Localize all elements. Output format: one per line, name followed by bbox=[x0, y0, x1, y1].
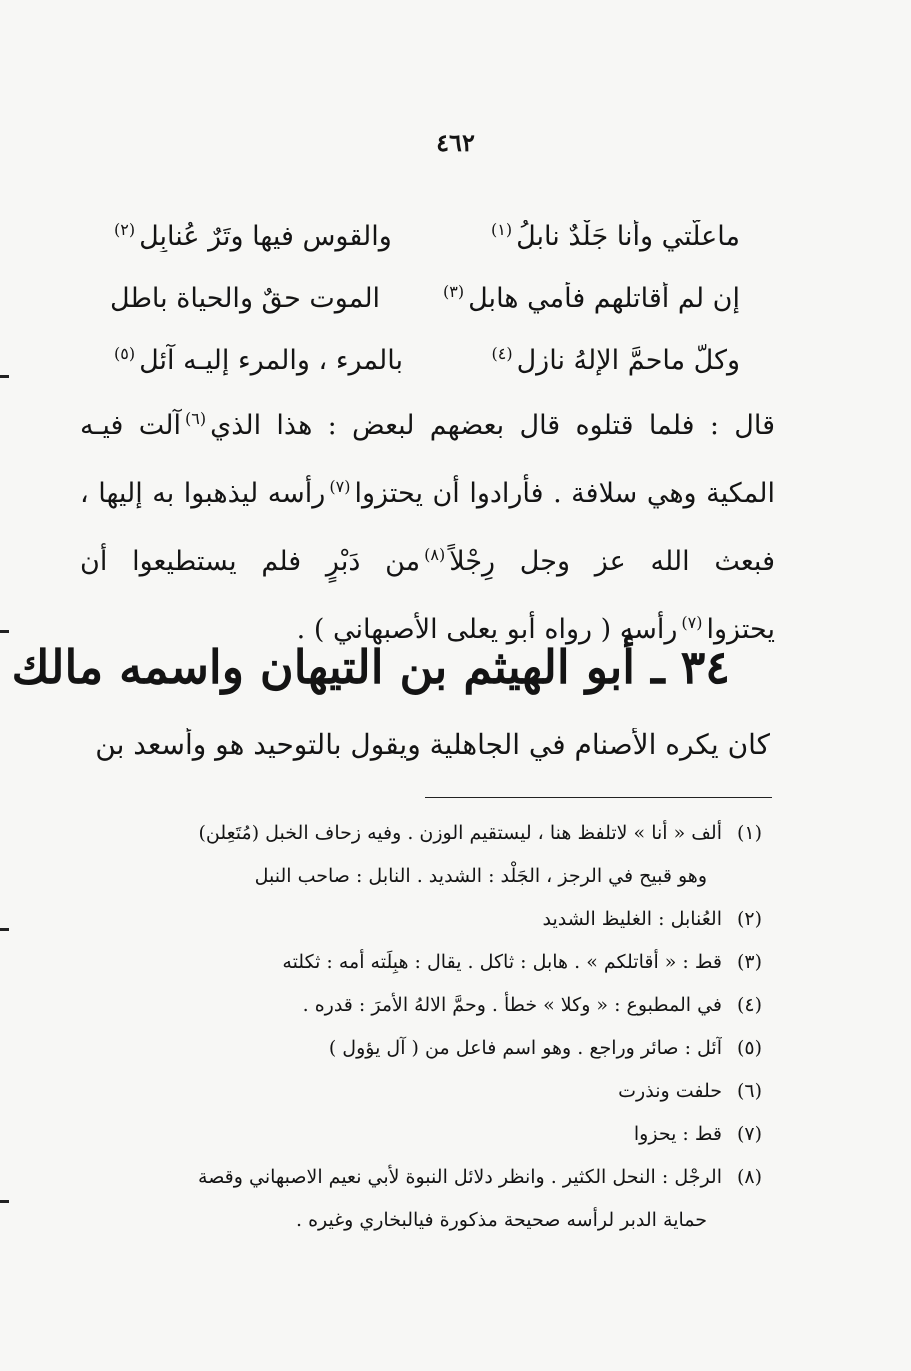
footnote-marker: (٦) bbox=[184, 409, 207, 428]
footnote bbox=[82, 1070, 762, 1113]
footnote bbox=[82, 984, 762, 1027]
footnote-marker: (٥) bbox=[114, 344, 136, 363]
poem-verse bbox=[110, 205, 740, 267]
footnote-marker: (٢) bbox=[114, 220, 136, 239]
footnote bbox=[82, 898, 762, 941]
footnote-number: (٥) bbox=[736, 1037, 762, 1059]
scan-edge-mark bbox=[0, 928, 9, 931]
footnote-text: قط : « أقاتلكم » . هابل : ثاكل . يقال : هبِلَته أمه : ثكلته bbox=[282, 951, 722, 973]
footnote-number: (٧) bbox=[736, 1123, 762, 1145]
footnote-marker: (٧) bbox=[329, 477, 351, 496]
poem bbox=[110, 205, 740, 391]
footnote-number: (٤) bbox=[736, 994, 762, 1016]
footnote bbox=[82, 941, 762, 984]
poem-second-hemistich: بالمرء ، والمرء إليـه آئل$^{(٥)}$ bbox=[114, 344, 404, 376]
poem-verse bbox=[110, 329, 740, 391]
poem-second-hemistich: والقوس فيها وتَرٌ عُنابِل$^{(٢)}$ bbox=[114, 220, 392, 252]
footnote-number: (٣) bbox=[736, 951, 762, 973]
poem-verse bbox=[110, 267, 740, 329]
footnote bbox=[82, 812, 762, 855]
page-number: ٤٦٢ bbox=[436, 128, 475, 157]
section-title: ٣٤ ـ أبو الهيثم بن التيهان واسمه مالك bbox=[11, 640, 730, 694]
footnote-text: العُنابل : الغليظ الشديد bbox=[542, 908, 722, 930]
footnote-number: (٦) bbox=[736, 1080, 762, 1102]
poem-first-hemistich: إن لم أقاتلهم فأمي هابل$^{(٣)}$ bbox=[443, 282, 740, 314]
footnote-number: (١) bbox=[736, 822, 762, 844]
footnote-number: (٢) bbox=[736, 908, 762, 930]
footnote-marker: (٤) bbox=[491, 344, 513, 363]
prose-paragraph: قال : فلما قتلوه قال بعضهم لبعض : هذا الذي$^{(٦)}$آلت فيـه المكية وهي سلافة . فأرادوا أن يحتزوا$^{(٧)}$رأسه ليذهبوا به إليها ، فبعث الله عز وجل رِجْلاً$^{(٨)}$من دَبْرٍ فلم يستطيعوا أن يحتزوا$^{(٧)}$رأسه ( رواه أبو يعلى الأصبهاني ) . bbox=[80, 409, 776, 645]
footnote-number: (٨) bbox=[736, 1166, 762, 1188]
footnote bbox=[82, 1156, 762, 1199]
footnote-divider bbox=[425, 797, 772, 798]
footnote-text: ألف « أنا » لاتلفظ هنا ، ليستقيم الوزن . وفيه زحاف الخبل (مُتَعِلن) bbox=[198, 822, 722, 844]
footnotes bbox=[82, 812, 762, 1242]
poem-first-hemistich: وكلُّ ماحمَّ الإلهُ نازل$^{(٤)}$ bbox=[491, 344, 740, 376]
footnote-text: قط : يحزوا bbox=[633, 1123, 722, 1145]
scan-edge-mark bbox=[0, 1200, 9, 1203]
footnote bbox=[82, 1113, 762, 1156]
footnote-text: الرجْل : النحل الكثير . وانظر دلائل النبوة لأبي نعيم الاصبهاني وقصة bbox=[198, 1166, 722, 1188]
scan-edge-mark bbox=[0, 630, 9, 633]
footnote-marker: (٧) bbox=[681, 613, 703, 632]
section-intro: كان يكره الأصنام في الجاهلية ويقول بالتوحيد هو وأسعد بن bbox=[95, 728, 770, 761]
footnote-text: حلفت ونذرت bbox=[618, 1080, 722, 1102]
footnote-marker: (٣) bbox=[443, 282, 465, 301]
footnote-marker: (٨) bbox=[424, 545, 446, 564]
footnote-marker: (١) bbox=[490, 220, 513, 239]
footnote-continuation: حماية الدبر لرأسه صحيحة مذكورة فيالبخاري وغيره . bbox=[295, 1209, 707, 1231]
footnote-text: آئل : صائر وراجع . وهو اسم فاعل من ( آل يؤول ) bbox=[328, 1037, 722, 1059]
footnote-text: في المطبوع : « وكلا » خطأ . وحمَّ الالهُ الأمرَ : قدره . bbox=[302, 994, 722, 1016]
footnote-continuation: وهو قبيح في الرجز ، الجَلْد : الشديد . النابل : صاحب النبل bbox=[254, 865, 707, 887]
poem-second-hemistich: الموت حقٌ والحياة باطل bbox=[110, 282, 381, 314]
footnote bbox=[82, 1027, 762, 1070]
poem-first-hemistich: ماعلّتي وأنا جَلْدٌ نابلُ$^{(١)}$ bbox=[490, 220, 740, 252]
scan-edge-mark bbox=[0, 375, 9, 378]
